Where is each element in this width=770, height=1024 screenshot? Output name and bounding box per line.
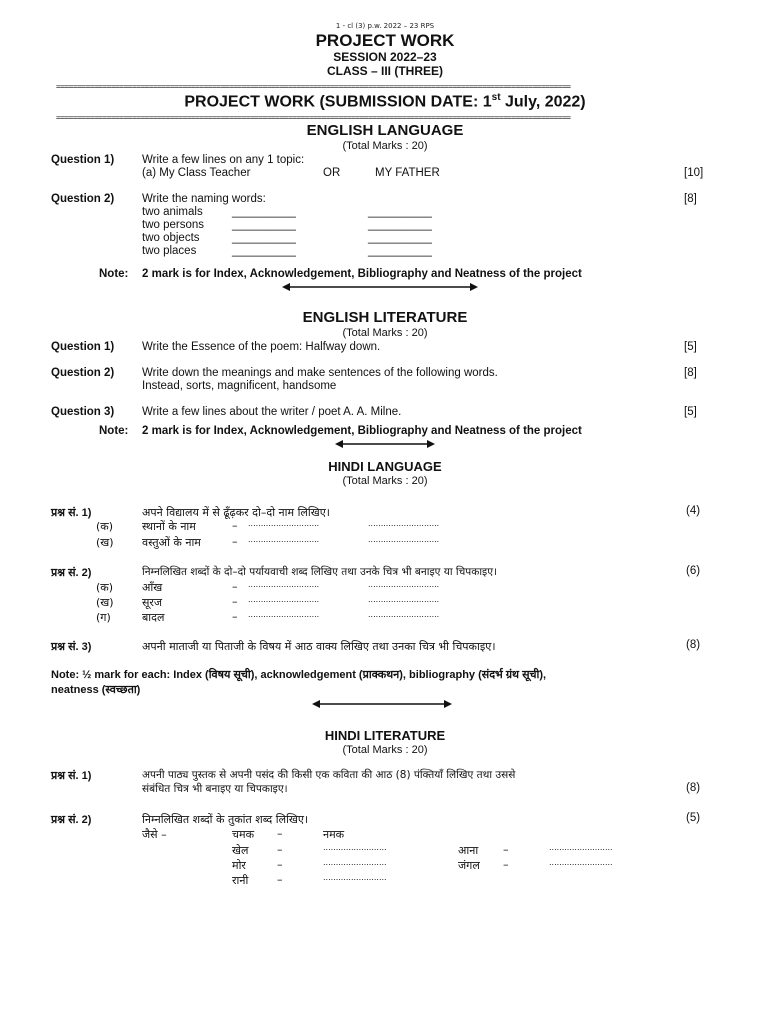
double-arrow-icon (282, 282, 478, 292)
dash: – (503, 858, 509, 871)
dash: – (232, 610, 238, 623)
option-marker: (ख) (96, 596, 114, 609)
note-text: neatness (स्वच्छता) (51, 684, 141, 696)
double-arrow-icon (335, 439, 435, 449)
question-marks: [5] (684, 341, 697, 353)
dash: – (232, 535, 238, 548)
question-text: अपनी पाठ्य पुस्तक से अपनी पसंद की किसी एक कविता की आठ (8) पंक्तियाँ लिखिए तथा उससे (142, 769, 516, 781)
topic-option-b: MY FATHER (375, 167, 440, 179)
question-text: संबंधित चित्र भी बनाइए या चिपकाइए। (142, 783, 288, 795)
dash: – (277, 858, 283, 871)
note-label: Note: (99, 425, 129, 437)
question-text: Write down the meanings and make sentences of the following words. (142, 367, 498, 379)
naming-row-label: two objects (142, 232, 200, 244)
answer-blank: __________ (368, 219, 432, 231)
option-marker: (क) (96, 581, 114, 594)
option-text: स्थानों के नाम (142, 520, 196, 533)
question-label: Question 2) (51, 367, 115, 379)
question-text: Write the naming words: (142, 193, 266, 205)
dotted-blank: ............................ (368, 610, 440, 619)
question-text: अपने विद्यालय में से ढूँढ़कर दो–दो नाम लिखिए। (142, 506, 330, 519)
question-marks: [10] (684, 167, 704, 179)
dash: – (232, 595, 238, 608)
rhyme-word: रानी (232, 874, 249, 887)
word-list: Instead, sorts, magnificent, handsome (142, 380, 337, 392)
dotted-blank: ............................ (368, 580, 440, 589)
question-label: प्रश्न सं. 1) (51, 507, 92, 519)
note-label: Note: (99, 268, 129, 280)
question-text: Write the Essence of the poem: Halfway down. (142, 341, 381, 353)
question-label: Question 3) (51, 406, 115, 418)
question-marks: [8] (684, 193, 697, 205)
answer-blank: __________ (368, 206, 432, 218)
question-marks: [8] (684, 367, 697, 379)
dotted-blank: ............................ (368, 519, 440, 528)
total-marks: (Total Marks : 20) (342, 327, 428, 339)
question-label: प्रश्न सं. 2) (51, 567, 92, 579)
option-text: बादल (142, 611, 165, 624)
total-marks: (Total Marks : 20) (342, 744, 428, 756)
dash: – (232, 519, 238, 532)
dash: – (277, 843, 283, 856)
answer-blank: __________ (232, 206, 296, 218)
section-title: HINDI LANGUAGE (328, 459, 442, 474)
question-label: प्रश्न सं. 3) (51, 641, 92, 653)
question-text: Write a few lines about the writer / poet A. A. Milne. (142, 406, 402, 418)
question-label: प्रश्न सं. 2) (51, 814, 92, 826)
dotted-blank: ......................... (549, 843, 613, 852)
rhyme-word: आना (458, 844, 479, 857)
section-title: ENGLISH LANGUAGE (306, 122, 464, 139)
submission-suffix: July, 2022) (500, 93, 586, 111)
rhyme-word: खेल (232, 844, 249, 857)
or-label: OR (323, 167, 341, 179)
option-marker: (ग) (96, 611, 111, 624)
page-title: PROJECT WORK (315, 31, 455, 50)
dotted-blank: ............................ (368, 535, 440, 544)
naming-row-label: two animals (142, 206, 203, 218)
double-arrow-icon (312, 699, 452, 709)
dotted-blank: ............................ (248, 595, 320, 604)
dotted-blank: ......................... (549, 858, 613, 867)
submission-sup: st (491, 92, 501, 103)
dotted-blank: ............................ (248, 580, 320, 589)
question-marks: (8) (686, 782, 701, 794)
question-label: Question 1) (51, 341, 115, 353)
dotted-blank: ......................... (323, 873, 387, 882)
question-text: निम्नलिखित शब्दों के तुकांत शब्द लिखिए। (142, 813, 309, 826)
submission-prefix: PROJECT WORK (SUBMISSION DATE: 1 (184, 93, 492, 111)
dotted-blank: ............................ (248, 535, 320, 544)
dotted-blank: ............................ (248, 519, 320, 528)
question-text: Write a few lines on any 1 topic: (142, 154, 305, 166)
answer-blank: __________ (232, 232, 296, 244)
option-marker: (ख) (96, 536, 114, 549)
note-text: 2 mark is for Index, Acknowledgement, Bibliography and Neatness of the project (142, 268, 582, 280)
rhyme-word: जंगल (458, 859, 480, 872)
dotted-blank: ............................ (248, 610, 320, 619)
naming-row-label: two persons (142, 219, 205, 231)
section-title: ENGLISH LITERATURE (302, 309, 468, 326)
question-marks: (8) (686, 639, 701, 651)
total-marks: (Total Marks : 20) (342, 140, 428, 152)
dotted-blank: ............................ (368, 595, 440, 604)
naming-row-label: two places (142, 245, 197, 257)
total-marks: (Total Marks : 20) (342, 475, 428, 487)
rhyme-word: मोर (232, 859, 246, 872)
document-code: 1 - cl (3) p.w. 2022 – 23 RPS (335, 22, 435, 30)
class-label: CLASS – III (THREE) (326, 64, 443, 78)
option-marker: (क) (96, 520, 114, 533)
dotted-blank: ......................... (323, 843, 387, 852)
question-marks: (6) (686, 565, 701, 577)
dash: – (232, 580, 238, 593)
option-text: वस्तुओं के नाम (142, 536, 201, 549)
session-label: SESSION 2022–23 (333, 50, 437, 64)
option-text: सूरज (142, 596, 163, 609)
answer-blank: __________ (232, 245, 296, 257)
divider-rule: ========================================================================================================================== (56, 114, 571, 122)
question-label: Question 1) (51, 154, 115, 166)
answer-blank: __________ (368, 232, 432, 244)
section-title: HINDI LITERATURE (324, 728, 446, 743)
question-text: अपनी माताजी या पिताजी के विषय में आठ वाक्य लिखिए तथा उनका चित्र भी चिपकाइए। (142, 640, 496, 653)
question-marks: [5] (684, 406, 697, 418)
question-marks: (4) (686, 505, 701, 517)
dotted-blank: ......................... (323, 858, 387, 867)
dash: – (277, 873, 283, 886)
example-label: जैसे – (142, 828, 167, 841)
question-marks: (5) (686, 812, 701, 824)
rhyme-word: चमक (232, 828, 255, 841)
dash: – (277, 827, 283, 840)
answer-blank: __________ (232, 219, 296, 231)
rhyme-answer: नमक (323, 828, 345, 841)
question-text: निम्नलिखित शब्दों के दो–दो पर्यायवाची शब्द लिखिए तथा उनके चित्र भी बनाइए या चिपकाइए। (142, 566, 497, 578)
question-label: Question 2) (51, 193, 115, 205)
question-label: प्रश्न सं. 1) (51, 770, 92, 782)
divider-rule: ========================================================================================================================== (56, 83, 571, 91)
submission-heading (0, 92, 770, 111)
option-text: आँख (142, 581, 163, 594)
note-text: 2 mark is for Index, Acknowledgement, Bibliography and Neatness of the project (142, 425, 582, 437)
dash: – (503, 843, 509, 856)
note-text: Note: ½ mark for each: Index (विषय सूची), acknowledgement (प्राक्कथन), bibliography (संदर्भ ग्रंथ सूची), (51, 669, 547, 681)
answer-blank: __________ (368, 245, 432, 257)
topic-option-a: (a) My Class Teacher (142, 167, 251, 179)
